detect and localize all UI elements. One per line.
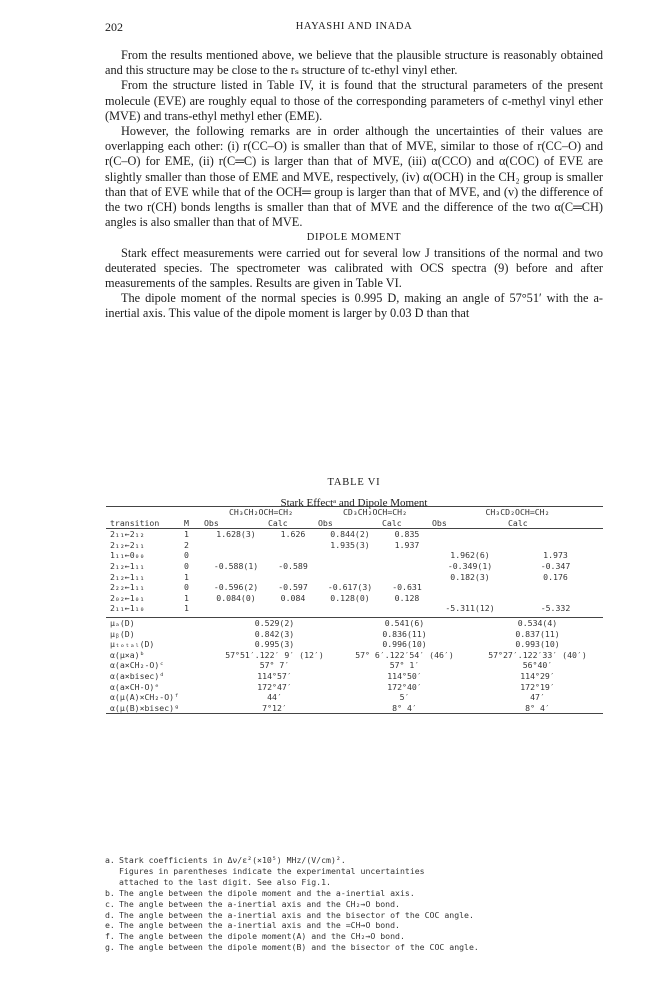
- value-cell: [432, 593, 508, 604]
- value-cell: [204, 540, 268, 551]
- column-header: Obs: [204, 517, 219, 528]
- value-cell: -0.596(2): [213, 582, 259, 593]
- table-row: [106, 550, 603, 561]
- value-cell: 47′: [530, 692, 545, 703]
- value-cell: -0.588(1): [213, 560, 259, 571]
- table-row: [106, 561, 603, 572]
- value-cell: [318, 561, 382, 572]
- value-cell: 1: [184, 571, 189, 582]
- value-cell: 8° 4′: [525, 702, 550, 713]
- table-row: [106, 540, 603, 551]
- value-cell: [432, 540, 508, 551]
- table-row: [106, 692, 603, 703]
- value-cell: [382, 572, 432, 583]
- quantity-cell: α(μ(A)×CH₂-O)ᶠ: [110, 692, 180, 703]
- value-cell: 0.541(6): [384, 617, 425, 628]
- value-cell: 0.128(0): [330, 592, 370, 603]
- value-cell: 0: [184, 550, 189, 561]
- transition-cell: 2₁₂←1₁₁: [110, 571, 145, 582]
- page-header: [105, 20, 603, 36]
- body-text: [105, 48, 603, 322]
- footnote-letter: f.: [105, 931, 115, 942]
- table-bottom-rule: [106, 713, 603, 714]
- value-cell: [432, 529, 508, 540]
- column-header: Obs: [318, 517, 333, 528]
- value-cell: 7°12′: [262, 702, 287, 713]
- transition-cell: 2₁₁←2₁₂: [110, 529, 145, 540]
- value-cell: 56°40′: [522, 660, 553, 671]
- footnote-text: The angle between the dipole moment and the a-inertial axis.: [119, 887, 415, 898]
- quantity-cell: α(μ×a)ᵇ: [110, 649, 145, 660]
- dipole-moment-values: [106, 618, 603, 713]
- table-title: Stark Effectᵃ and Dipole Moment: [280, 497, 428, 509]
- value-cell: 0.837(11): [515, 628, 560, 639]
- table-row: [106, 603, 603, 614]
- value-cell: [318, 603, 382, 614]
- quantity-cell: μₐ(D): [110, 617, 135, 628]
- transition-cell: 2₁₂←1₁₁: [110, 560, 145, 571]
- value-cell: [204, 550, 268, 561]
- value-cell: [204, 572, 268, 583]
- value-cell: 0.993(10): [515, 639, 560, 650]
- footnote: [105, 920, 603, 931]
- value-cell: 1.628(3): [216, 529, 256, 540]
- value-cell: 8° 4′: [392, 702, 417, 713]
- table-row: [106, 639, 603, 650]
- value-cell: 114°57′: [257, 670, 292, 681]
- value-cell: 0: [184, 582, 189, 593]
- value-cell: [432, 582, 508, 593]
- column-header: Calc: [382, 517, 402, 528]
- table-row: [106, 629, 603, 640]
- value-cell: [508, 529, 603, 540]
- value-cell: [318, 550, 382, 561]
- column-header: Calc: [508, 517, 528, 528]
- table-row: [106, 703, 603, 714]
- footnote: [105, 899, 603, 910]
- value-cell: 1.937: [394, 539, 420, 550]
- value-cell: 114°29′: [520, 670, 555, 681]
- value-cell: -0.597: [278, 582, 308, 593]
- footnote-text: The angle between the dipole moment(B) and the bisector of the COC angle.: [119, 942, 479, 953]
- footnote-letter: e.: [105, 920, 115, 931]
- value-cell: 0: [184, 560, 189, 571]
- column-header: Calc: [268, 517, 288, 528]
- value-cell: 0.176: [543, 571, 568, 582]
- value-cell: -0.617(3): [327, 582, 373, 593]
- species-header-normal: CH₃CH₂OCH=CH₂: [228, 507, 294, 517]
- value-cell: 1: [184, 529, 189, 540]
- footnote-letter: c.: [105, 898, 115, 909]
- value-cell: 0.182(3): [450, 571, 490, 582]
- page-number: 202: [105, 20, 123, 34]
- value-cell: [382, 603, 432, 614]
- value-cell: 57°51′.122′ 9′ (12′): [225, 649, 324, 660]
- value-cell: 1.626: [280, 529, 306, 540]
- value-cell: [268, 550, 318, 561]
- footnote-text: attached to the last digit. See also Fig.1.: [119, 876, 331, 887]
- value-cell: 172°47′: [257, 681, 292, 692]
- value-cell: 0.534(4): [517, 617, 558, 628]
- table-row: [106, 572, 603, 583]
- table-row: [106, 660, 603, 671]
- value-cell: 0.529(2): [254, 617, 295, 628]
- table-footnotes: [105, 855, 603, 953]
- table-row: [106, 529, 603, 540]
- footnote-letter: a.: [105, 855, 115, 865]
- table-label: TABLE VI: [327, 477, 381, 488]
- value-cell: [508, 593, 603, 604]
- paragraph-2: From the structure listed in Table IV, it is found that the structural parameters of the present molecule (EVE) are roughly equal to those of the corresponding parameters of c-methyl vinyl ether (MVE) and trans-ethyl methyl ether (EME).: [105, 78, 603, 123]
- column-header: M: [184, 517, 189, 528]
- value-cell: -0.347: [540, 560, 571, 571]
- column-header-row: [106, 518, 603, 529]
- value-cell: 0.128: [394, 592, 420, 603]
- footnote-letter: d.: [105, 909, 115, 920]
- value-cell: 57° 7′: [259, 660, 290, 671]
- value-cell: -0.631: [392, 582, 422, 593]
- value-cell: 1.973: [543, 550, 568, 561]
- value-cell: [508, 540, 603, 551]
- value-cell: 57°27′.122′33′ (40′): [488, 649, 587, 660]
- table-row: [106, 593, 603, 604]
- footnote-text: The angle between the a-inertial axis and the bisector of the COC angle.: [119, 909, 474, 920]
- value-cell: [318, 572, 382, 583]
- footnote-letter: g.: [105, 942, 115, 953]
- value-cell: 57° 6′.122′54′ (46′): [355, 649, 454, 660]
- quantity-cell: α(a×CH₂-O)ᶜ: [110, 660, 165, 671]
- value-cell: [268, 572, 318, 583]
- value-cell: 57° 1′: [389, 660, 420, 671]
- value-cell: [268, 603, 318, 614]
- paragraph-1: From the results mentioned above, we believe that the plausible structure is reasonably obtained and this structure may be close to the rₛ structure of tc-ethyl vinyl ether.: [105, 48, 603, 78]
- stark-coefficients: [106, 529, 603, 614]
- value-cell: 0.835: [394, 529, 420, 540]
- value-cell: 0.084(0): [216, 592, 256, 603]
- section-title: DIPOLE MOMENT: [306, 232, 402, 244]
- footnote-text: The angle between the a-inertial axis and the =CH→O bond.: [119, 920, 400, 931]
- value-cell: 5′: [399, 692, 410, 703]
- running-head: HAYASHI AND INADA: [295, 21, 413, 32]
- value-cell: 0.844(2): [330, 529, 370, 540]
- value-cell: 1: [184, 603, 189, 614]
- value-cell: -5.332: [540, 603, 571, 614]
- value-cell: 0.084: [280, 592, 306, 603]
- paragraph-4: Stark effect measurements were carried out for several low J transitions of the normal and two deuterated species. The spectrometer was calibrated with OCS spectra (9) before and after measurements of the samples. Results are given in Table VI.: [105, 245, 603, 291]
- footnote: [105, 910, 603, 921]
- quantity-cell: μₜₒₜₐₗ(D): [110, 639, 155, 650]
- transition-cell: 2₀₂←1₀₁: [110, 592, 145, 603]
- table-caption: [105, 477, 603, 509]
- value-cell: 0.842(3): [254, 628, 295, 639]
- species-header-cd2: CH₃CD₂OCH=CH₂: [485, 507, 550, 517]
- value-cell: [382, 550, 432, 561]
- footnote: [105, 931, 603, 942]
- value-cell: 0.996(10): [382, 639, 427, 650]
- value-cell: 44′: [267, 692, 282, 703]
- quantity-cell: μᵦ(D): [110, 628, 135, 639]
- stark-table: [106, 506, 603, 714]
- value-cell: -5.311(12): [445, 603, 495, 614]
- quantity-cell: α(a×CH-O)ᵉ: [110, 681, 160, 692]
- footnote-text: The angle between the dipole moment(A) and the CH₂→O bond.: [119, 931, 405, 942]
- transition-cell: 2₁₂←2₁₁: [110, 539, 145, 550]
- value-cell: 1.962(6): [450, 550, 490, 561]
- transition-cell: 1₁₁←0₀₀: [110, 550, 145, 561]
- quantity-cell: α(a×bisec)ᵈ: [110, 670, 165, 681]
- paragraph-5: The dipole moment of the normal species is 0.995 D, making an angle of 57°51′ with the a-inertial axis. This value of the dipole moment is larger by 0.03 D than that: [105, 291, 603, 321]
- footnote: [105, 855, 603, 866]
- footnote: [105, 888, 603, 899]
- value-cell: [508, 582, 603, 593]
- value-cell: 172°40′: [387, 681, 422, 692]
- value-cell: 0.836(11): [382, 628, 427, 639]
- value-cell: 1: [184, 592, 189, 603]
- value-cell: 1.935(3): [330, 539, 370, 550]
- transition-cell: 2₂₂←1₁₁: [110, 582, 145, 593]
- value-cell: 172°19′: [520, 681, 555, 692]
- footnote-text: The angle between the a-inertial axis and the CH₂→O bond.: [119, 898, 400, 909]
- value-cell: [204, 603, 268, 614]
- value-cell: [382, 561, 432, 572]
- table-header: [106, 507, 603, 528]
- value-cell: -0.589: [278, 560, 308, 571]
- transition-cell: 2₁₁←1₁₀: [110, 603, 145, 614]
- quantity-cell: α(μ(B)×bisec)ᵍ: [110, 702, 180, 713]
- table-row: [106, 582, 603, 593]
- table-row: [106, 682, 603, 693]
- paragraph-3: However, the following remarks are in order although the uncertainties of their values are overlapping each other: (i) r(CC–O) is smaller than that of MVE, similar to those of r(CC–O) and r(C–O) for EME, (ii) r(C═C) is larger than that of MVE, (iii) α(CCO) and α(COC) of EVE are slightly smaller than those of EME and MVE, respectively, (iv) α(OCH) in the CH₂ group is smaller than that of EVE while that of the OCH═ group is larger than that of MVE, and (v) the difference of the two r(CH) bonds lengths is smaller than that of MVE and the difference of the two α(C═CH) angles is also smaller than that of MVE.: [105, 124, 603, 230]
- footnote-letter: b.: [105, 887, 115, 898]
- table-row: [106, 650, 603, 661]
- species-header-cd3: CD₃CH₂OCH=CH₂: [342, 507, 408, 517]
- footnote-text: Figures in parentheses indicate the experimental uncertainties: [119, 865, 425, 876]
- footnote: [105, 942, 603, 953]
- footnote-text: Stark coefficients in Δν/ε²(×10⁵) MHz/(V/cm)².: [119, 855, 346, 865]
- column-header: transition: [110, 517, 160, 528]
- value-cell: 114°50′: [387, 670, 422, 681]
- table-row: [106, 618, 603, 629]
- value-cell: [268, 540, 318, 551]
- table-row: [106, 671, 603, 682]
- value-cell: 2: [184, 539, 189, 550]
- column-header: Obs: [432, 517, 447, 528]
- value-cell: 0.995(3): [254, 639, 295, 650]
- value-cell: -0.349(1): [447, 560, 493, 571]
